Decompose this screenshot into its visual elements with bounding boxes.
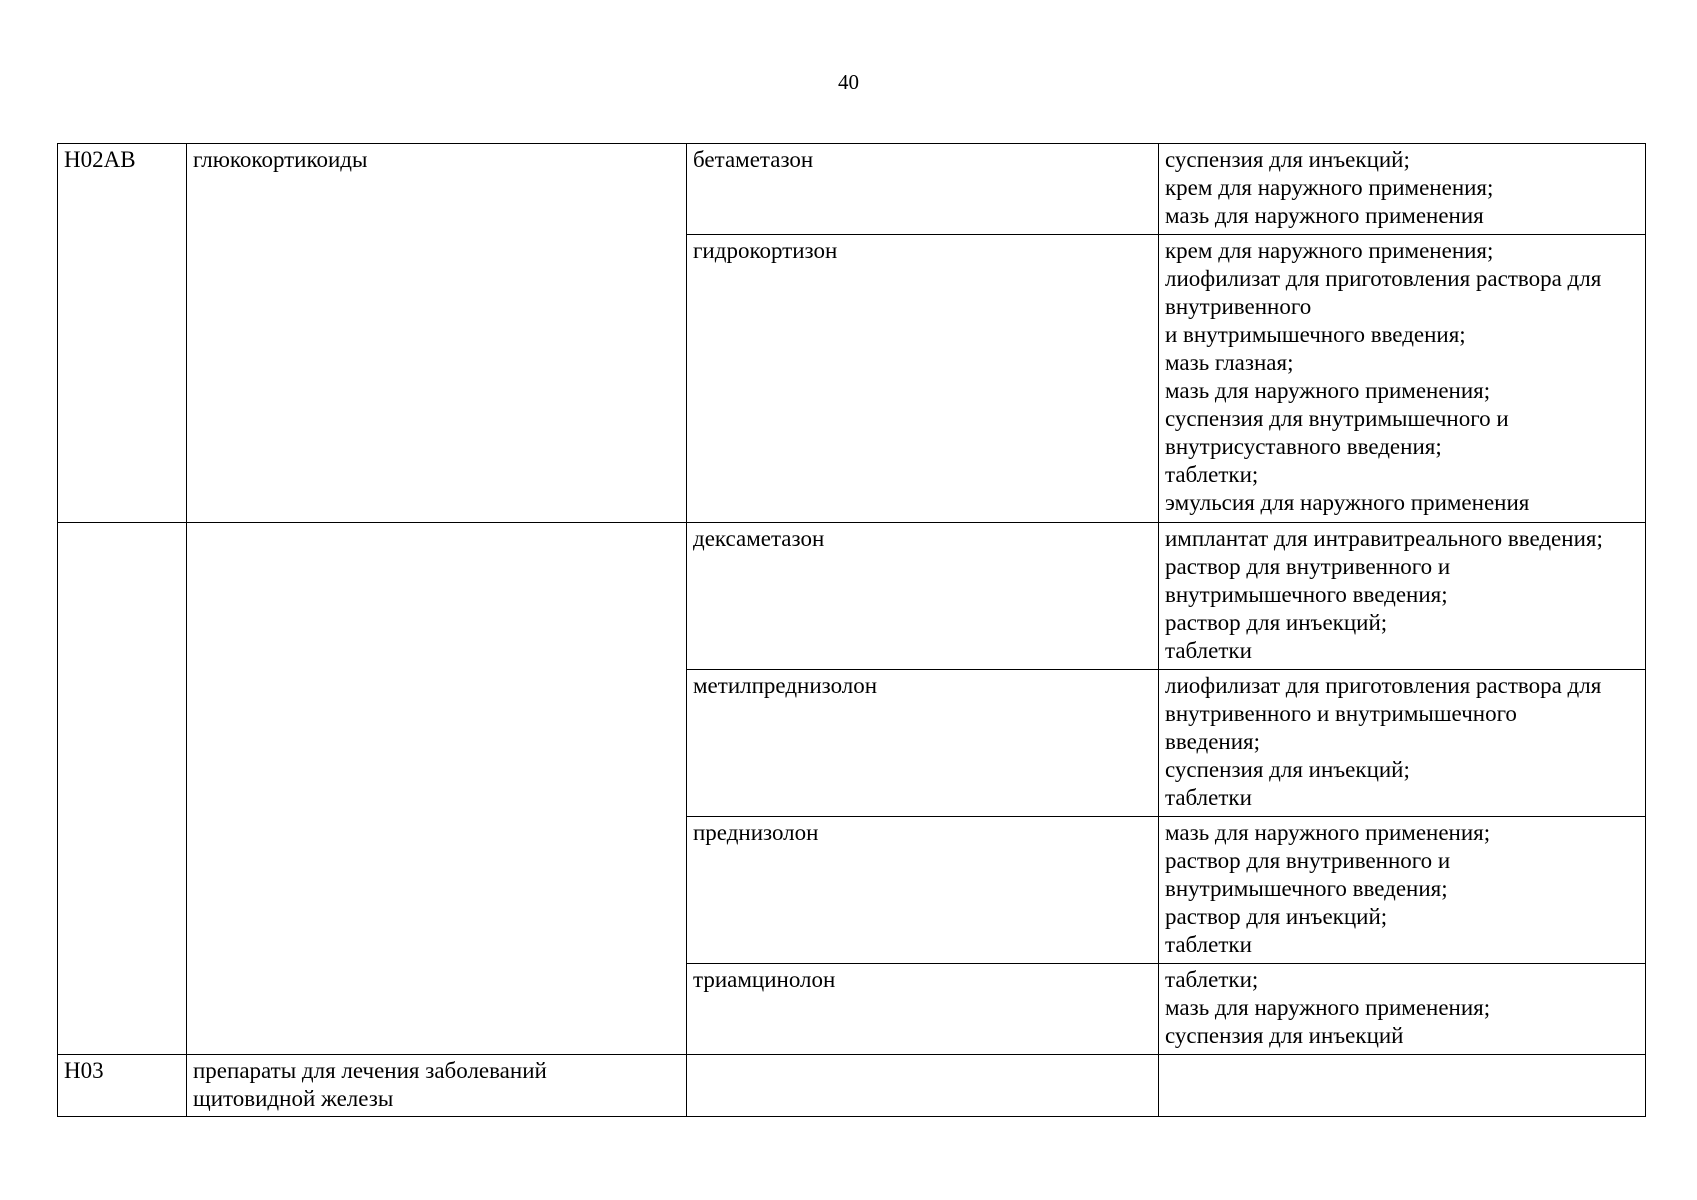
drug-name: метилпреднизолон — [693, 673, 878, 698]
drug-cell — [687, 1055, 1159, 1117]
dosage-form: таблетки; — [1165, 967, 1259, 992]
dosage-form: лиофилизат для приготовления раствора для — [1165, 266, 1602, 291]
drug-cell — [687, 817, 1159, 964]
dosage-form: суспензия для инъекций — [1165, 1023, 1404, 1048]
group-name: глюкокортикоиды — [193, 147, 368, 172]
group-cell — [187, 144, 687, 523]
drug-table — [57, 143, 1646, 1117]
drug-name: триамцинолон — [693, 967, 836, 992]
dosage-form: суспензия для внутримышечного и — [1165, 406, 1509, 431]
page-number: 40 — [838, 70, 859, 94]
group-name: щитовидной железы — [193, 1086, 394, 1111]
dosage-form: раствор для инъекций; — [1165, 610, 1388, 635]
drug-name: гидрокортизон — [693, 238, 838, 263]
dosage-form: лиофилизат для приготовления раствора для — [1165, 673, 1602, 698]
dosage-form: введения; — [1165, 729, 1260, 754]
dosage-form: таблетки — [1165, 932, 1252, 957]
dosage-form: мазь для наружного применения; — [1165, 995, 1491, 1020]
dosage-form: внутримышечного введения; — [1165, 582, 1448, 607]
drug-name: преднизолон — [693, 820, 819, 845]
atc-code: H02AB — [64, 147, 136, 172]
atc-code-cell — [58, 144, 187, 523]
dosage-form: таблетки — [1165, 785, 1252, 810]
drug-cell — [687, 964, 1159, 1055]
dosage-form: эмульсия для наружного применения — [1165, 490, 1530, 515]
dosage-form: мазь для наружного применения — [1165, 203, 1484, 228]
table-row — [58, 144, 1646, 235]
dosage-form: таблетки; — [1165, 462, 1259, 487]
atc-code-cell — [58, 523, 187, 1055]
dosage-form: раствор для внутривенного и — [1165, 554, 1451, 579]
group-cell — [187, 1055, 687, 1117]
dosage-form: и внутримышечного введения; — [1165, 322, 1466, 347]
drug-name: дексаметазон — [693, 526, 825, 551]
drug-cell — [687, 144, 1159, 235]
dosage-form: мазь глазная; — [1165, 350, 1294, 375]
forms-cell — [1159, 144, 1646, 235]
drug-cell — [687, 235, 1159, 523]
dosage-form: мазь для наружного применения; — [1165, 820, 1491, 845]
forms-cell — [1159, 817, 1646, 964]
dosage-form: раствор для внутривенного и — [1165, 848, 1451, 873]
dosage-form: мазь для наружного применения; — [1165, 378, 1491, 403]
drug-cell — [687, 670, 1159, 817]
dosage-form: крем для наружного применения; — [1165, 238, 1494, 263]
drug-cell — [687, 523, 1159, 670]
atc-code-cell — [58, 1055, 187, 1117]
drug-name: бетаметазон — [693, 147, 814, 172]
dosage-form: суспензия для инъекций; — [1165, 147, 1410, 172]
dosage-form: внутривенного — [1165, 294, 1312, 319]
table-row — [58, 1055, 1646, 1117]
forms-cell — [1159, 964, 1646, 1055]
dosage-form: таблетки — [1165, 638, 1252, 663]
dosage-form: внутрисуставного введения; — [1165, 434, 1442, 459]
forms-cell — [1159, 670, 1646, 817]
table-row — [58, 523, 1646, 670]
forms-cell — [1159, 235, 1646, 523]
dosage-form: крем для наружного применения; — [1165, 175, 1494, 200]
dosage-form: суспензия для инъекций; — [1165, 757, 1410, 782]
forms-cell — [1159, 1055, 1646, 1117]
dosage-form: раствор для инъекций; — [1165, 904, 1388, 929]
dosage-form: внутримышечного введения; — [1165, 876, 1448, 901]
group-name: препараты для лечения заболеваний — [193, 1058, 547, 1083]
forms-cell — [1159, 523, 1646, 670]
atc-code: H03 — [64, 1058, 104, 1083]
group-cell — [187, 523, 687, 1055]
dosage-form: внутривенного и внутримышечного — [1165, 701, 1517, 726]
dosage-form: имплантат для интравитреального введения; — [1165, 526, 1603, 551]
